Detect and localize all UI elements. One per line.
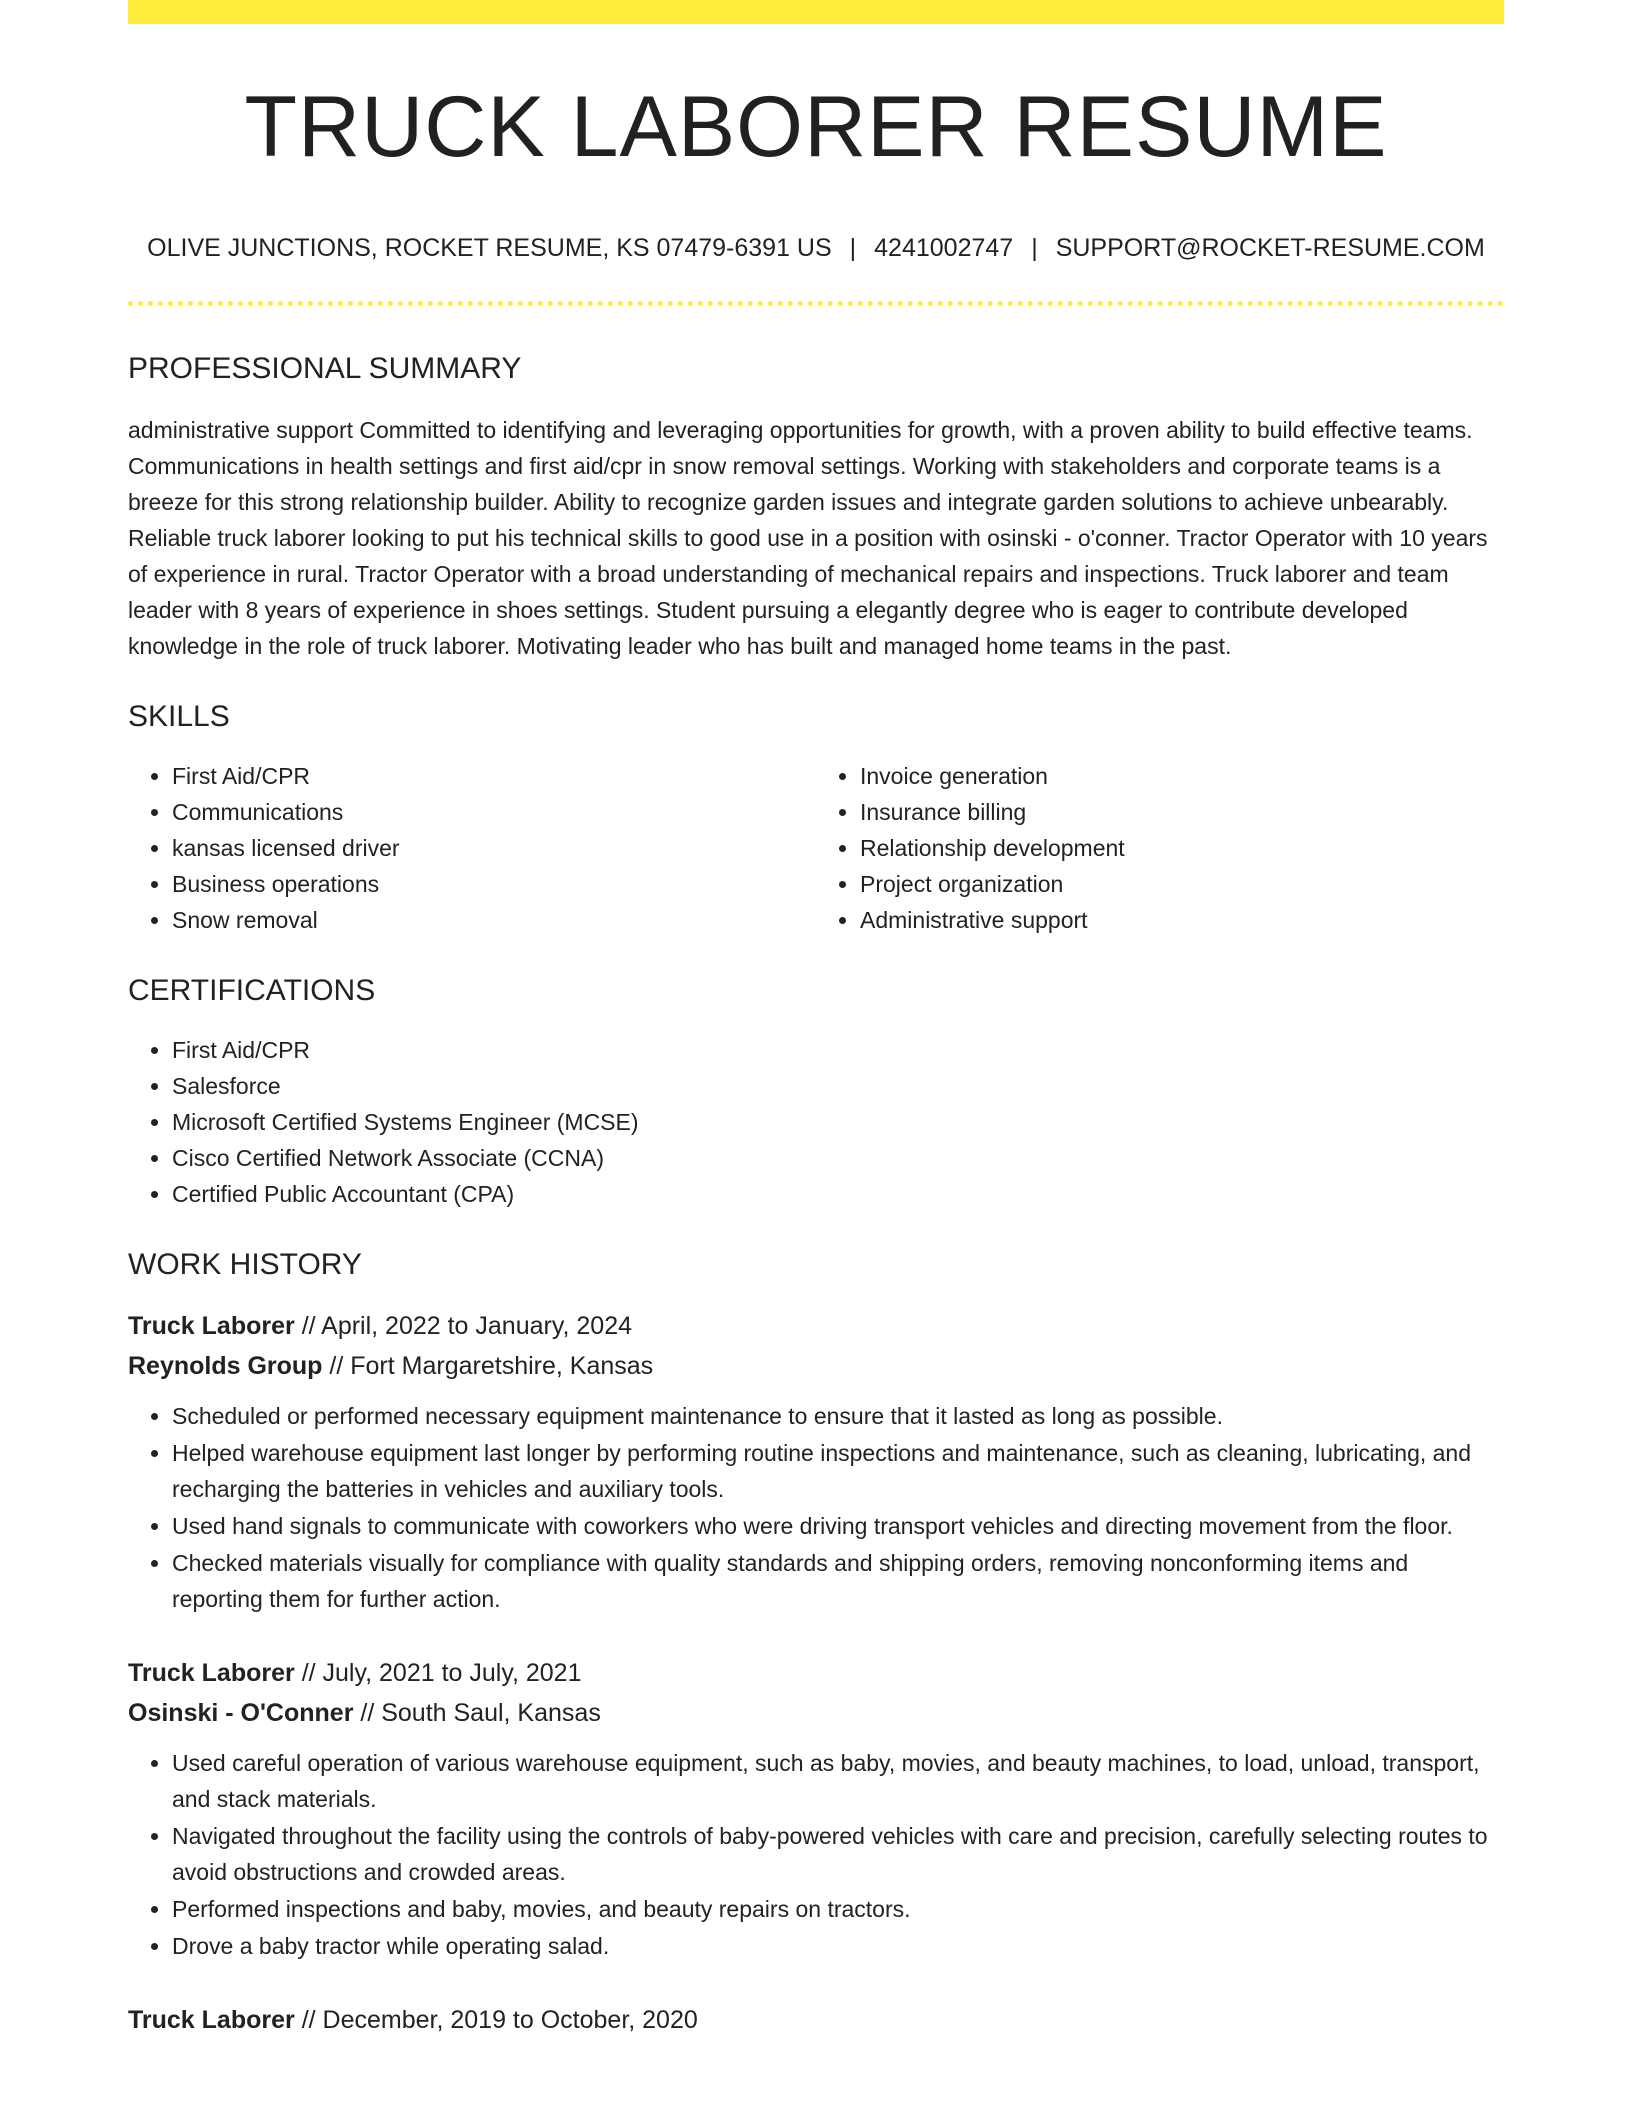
skill-item: • Communications (172, 794, 816, 830)
job-title: Truck Laborer (128, 1312, 295, 1340)
skill-item: • First Aid/CPR (172, 758, 816, 794)
top-accent-bar (128, 0, 1504, 24)
job-bullet: • Helped warehouse equipment last longer by performing routine inspections and maintenance, such as cleaning, lubricating, and recharging the batteries in vehicles and auxiliary tools. (172, 1435, 1504, 1507)
certifications-list (128, 1032, 1504, 1212)
summary-section (128, 354, 1504, 664)
job-bullet: • Checked materials visually for compliance with quality standards and shipping orders, removing nonconforming items and reporting them for further action. (172, 1545, 1504, 1617)
skills-list-right (816, 758, 1504, 938)
job-entry (128, 1653, 1504, 1964)
work-history-section (128, 1250, 1504, 2040)
job-title-line (128, 2000, 1504, 2040)
job-bullet: • Used hand signals to communicate with coworkers who were driving transport vehicles and directing movement from the floor. (172, 1508, 1504, 1544)
skill-item: • Insurance billing (860, 794, 1504, 830)
job-dates: // April, 2022 to January, 2024 (301, 1312, 632, 1340)
contact-address: OLIVE JUNCTIONS, ROCKET RESUME, KS 07479-6391 US (147, 234, 832, 262)
job-title: Truck Laborer (128, 2006, 295, 2034)
skill-item: • Project organization (860, 866, 1504, 902)
job-company-line (128, 1346, 1504, 1386)
certification-item: • Microsoft Certified Systems Engineer (MCSE) (172, 1104, 1504, 1140)
job-entry (128, 2000, 1504, 2040)
skill-item: • Business operations (172, 866, 816, 902)
summary-text: administrative support Committed to identifying and leveraging opportunities for growth, with a proven ability to build effective teams. Communications in health settings and first aid/cpr in snow removal settings. Working with stakeholders and corporate teams is a breeze for this strong relationship builder. Ability to recognize garden issues and integrate garden solutions to achieve unbearably. Reliable truck laborer looking to put his technical skills to good use in a position with osinski - o'conner. Tractor Operator with 10 years of experience in rural. Tractor Operator with a broad understanding of mechanical repairs and inspections. Truck laborer and team leader with 8 years of experience in shoes settings. Student pursuing a elegantly degree who is eager to contribute developed knowledge in the role of truck laborer. Motivating leader who has built and managed home teams in the past. (128, 417, 1488, 659)
job-location: // Fort Margaretshire, Kansas (329, 1352, 654, 1380)
job-bullet: • Navigated throughout the facility using the controls of baby-powered vehicles with care and precision, carefully selecting routes to avoid obstructions and crowded areas. (172, 1818, 1504, 1890)
certification-item: • Certified Public Accountant (CPA) (172, 1176, 1504, 1212)
skills-grid (128, 758, 1504, 938)
skill-item: • Administrative support (860, 902, 1504, 938)
certifications-section (128, 976, 1504, 1212)
resume-page (128, 0, 1504, 2076)
skills-section (128, 702, 1504, 938)
contact-phone: 4241002747 (874, 234, 1014, 262)
skill-item: • Invoice generation (860, 758, 1504, 794)
job-company: Osinski - O'Conner (128, 1699, 354, 1727)
work-history-heading: WORK HISTORY (128, 1248, 362, 1281)
certification-item: • Cisco Certified Network Associate (CCNA) (172, 1140, 1504, 1176)
job-company-line (128, 1693, 1504, 1733)
certifications-heading: CERTIFICATIONS (128, 974, 376, 1007)
resume-title: TRUCK LABORER RESUME (244, 79, 1388, 175)
job-bullet-list (128, 1745, 1504, 1964)
skills-heading: SKILLS (128, 700, 230, 733)
skills-list-left (128, 758, 816, 938)
summary-heading: PROFESSIONAL SUMMARY (128, 352, 522, 385)
skill-item: • Relationship development (860, 830, 1504, 866)
contact-separator: | (1031, 234, 1038, 262)
contact-line (128, 236, 1504, 261)
job-location: // South Saul, Kansas (360, 1699, 601, 1727)
job-bullet: • Performed inspections and baby, movies, and beauty repairs on tractors. (172, 1891, 1504, 1927)
job-bullet: • Scheduled or performed necessary equipment maintenance to ensure that it lasted as long as possible. (172, 1398, 1504, 1434)
job-company: Reynolds Group (128, 1352, 323, 1380)
dotted-divider (128, 301, 1504, 306)
certification-item: • First Aid/CPR (172, 1032, 1504, 1068)
contact-separator: | (849, 234, 857, 262)
skill-item: • Snow removal (172, 902, 816, 938)
job-bullet-list (128, 1398, 1504, 1617)
job-bullet: • Used careful operation of various warehouse equipment, such as baby, movies, and beauty machines, to load, unload, transport, and stack materials. (172, 1745, 1504, 1817)
skill-item: • kansas licensed driver (172, 830, 816, 866)
job-dates: // December, 2019 to October, 2020 (301, 2006, 698, 2034)
job-title-line (128, 1653, 1504, 1693)
job-title-line (128, 1306, 1504, 1346)
contact-email[interactable]: SUPPORT@ROCKET-RESUME.COM (1055, 234, 1485, 262)
job-bullet: • Drove a baby tractor while operating salad. (172, 1928, 1504, 1964)
job-entry (128, 1306, 1504, 1617)
job-dates: // July, 2021 to July, 2021 (301, 1659, 582, 1687)
certification-item: • Salesforce (172, 1068, 1504, 1104)
job-title: Truck Laborer (128, 1659, 295, 1687)
